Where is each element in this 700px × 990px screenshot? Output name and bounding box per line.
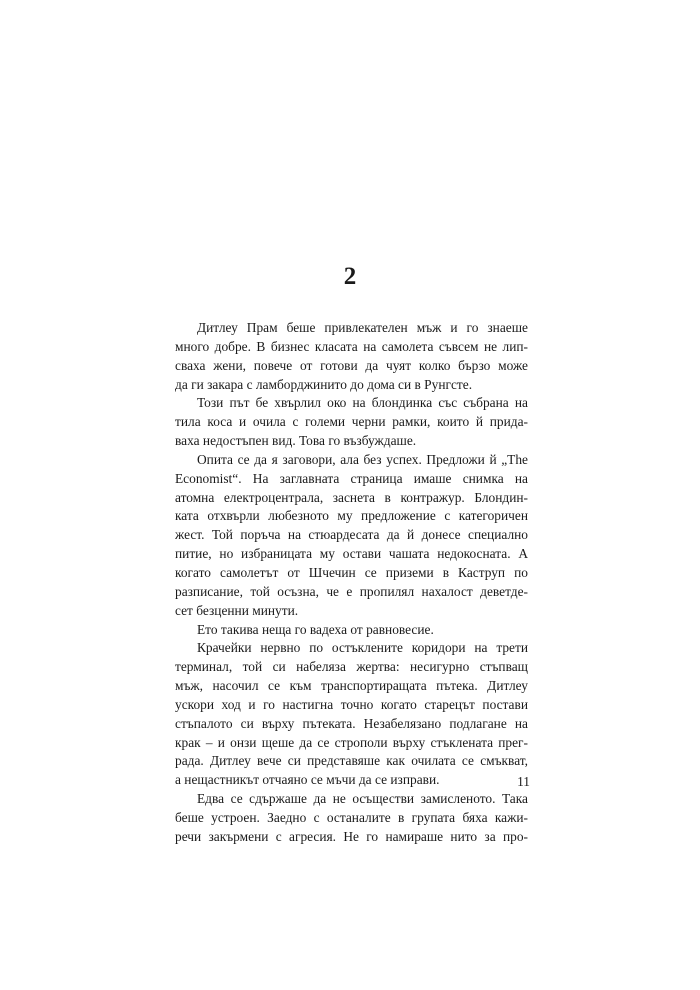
text-line: сваха жени, повече от готови да чуят колко бързо може [175, 357, 528, 373]
text-line: жест. Той поръча на стюардесата да й донесе специално [175, 527, 528, 543]
text-line: сет безценни минути. [175, 602, 299, 618]
text-line: когато самолетът от Шчечин се приземи в Каструп по [175, 564, 528, 580]
text-line: ваха недостъпен вид. Това го възбуждаше. [175, 433, 417, 449]
text-line: Крачейки нервно по остъклените коридори на трети [197, 640, 528, 656]
text-line: мъж, насочил се към транспортиращата пътека. Дитлеу [175, 678, 528, 694]
text-line: тила коса и очила с големи черни рамки, които й прида- [175, 414, 528, 430]
text-line: питие, но избраницата му остави чашата недокосната. А [175, 546, 528, 562]
text-line: речи закърмени с агресия. Не го намираше нито за про- [175, 828, 528, 844]
text-line: рада. Дитлеу вече си представяше как очилата се смъкват, [175, 753, 528, 769]
page-number: 11 [517, 774, 530, 789]
text-line: атомна електроцентрала, заснета в контражур. Блондин- [175, 489, 528, 505]
text-line: ускори ход и го настигна точно когато старецът постави [175, 696, 528, 712]
chapter-text [175, 319, 528, 847]
text-line: ката отхвърли любезното му предложение с категоричен [175, 508, 528, 524]
text-line: Опита се да я заговори, ала без успех. Предложи й „The [197, 451, 528, 467]
text-line: Economist“. На заглавната страница имаше снимка на [175, 470, 528, 486]
text-line: Дитлеу Прам беше привлекателен мъж и го знаеше [197, 320, 528, 335]
text-line: стъпалото си върху пътеката. Незабелязано подлагане на [175, 715, 528, 731]
text-line: а нещастникът отчаяно се мъчи да се изправи. [175, 772, 440, 788]
text-line: крак – и онзи щеше да се строполи върху стъклената прег- [175, 734, 528, 750]
chapter-number: 2 [343, 263, 357, 290]
text-line: Ето такива неща го вадеха от равновесие. [197, 621, 434, 637]
text-line: беше устроен. Заедно с останалите в групата бяха кажи- [175, 809, 528, 825]
text-line: Едва се сдържаше да не осъществи замисленото. Така [197, 791, 528, 807]
text-line: терминал, той си набеляза жертва: несигурно стъпващ [175, 659, 528, 675]
text-line: да ги закара с ламборджинито до дома си в Рунгсте. [175, 376, 473, 392]
text-line: Този път бе хвърлил око на блондинка със събрана на [197, 395, 528, 411]
text-line: разписание, той осъзна, че е пропилял нахалост деветде- [175, 583, 528, 599]
text-line: много добре. В бизнес класата на самолета съвсем не лип- [175, 338, 528, 354]
